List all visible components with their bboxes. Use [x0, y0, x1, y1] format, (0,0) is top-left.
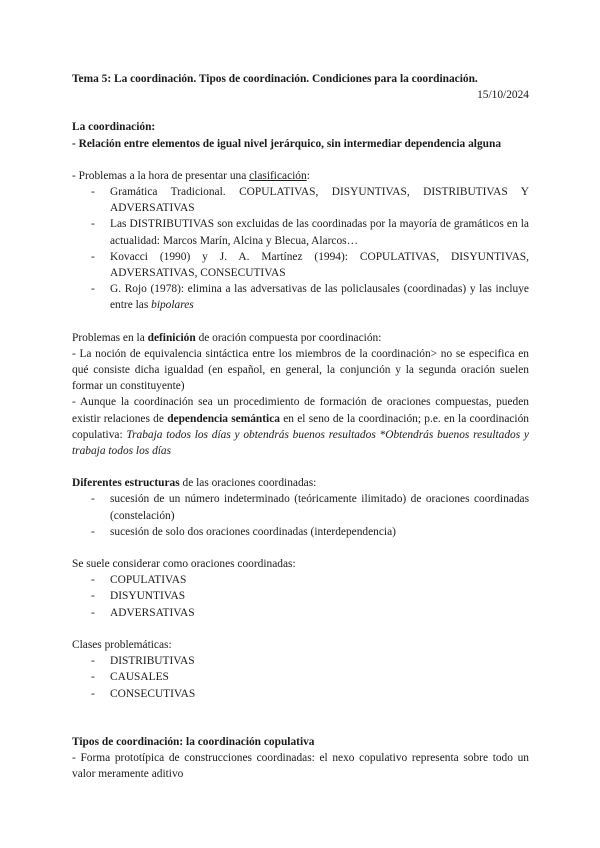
paragraph-bold-term: dependencia semántica [167, 412, 280, 425]
list-item: - sucesión de solo dos oraciones coordinadas (interdependencia) [72, 524, 529, 540]
list-item: - CAUSALES [72, 669, 529, 685]
document-page [72, 71, 529, 782]
intro-underlined-term: clasificación [249, 169, 307, 182]
classification-list [72, 184, 529, 314]
list-item: - DISYUNTIVAS [72, 588, 529, 604]
copulative-paragraph: - Forma prototípica de construcciones coordinadas: el nexo copulativo representa sobre todo un valor meramente aditivo [72, 751, 529, 781]
list-item [72, 281, 529, 313]
paragraph-text: - Aunque la coordinación sea un procedimiento de formación de oraciones compuestas, pueden existir relaciones de [72, 396, 529, 425]
list-item-text: G. Rojo (1978): elimina a las adversativas de las policlausales (coordinadas) y las incluye entre las [110, 283, 529, 312]
definition-problems-intro [72, 330, 529, 346]
definition-problem-paragraph-1: - La noción de equivalencia sintáctica entre los miembros de la coordinación> no se especifica en qué consiste dicha igualdad (en español, en general, la conjunción y la segunda oración suelen formar un constituyente) [72, 347, 529, 393]
intro-text: - Problemas a la hora de presentar una [72, 169, 250, 182]
intro-bold-term: definición [147, 331, 196, 344]
document-date: 15/10/2024 [477, 89, 529, 102]
problematic-intro: Clases problemáticas: [72, 638, 172, 651]
intro-text: Problemas en la [72, 331, 148, 344]
problematic-list [72, 653, 529, 702]
section-heading-copulative: Tipos de coordinación: la coordinación copulativa [72, 735, 315, 748]
list-item: - Kovacci (1990) y J. A. Martínez (1994): COPULATIVAS, DISYUNTIVAS, ADVERSATIVAS, CONSECUTIVAS [72, 249, 529, 281]
intro-bold-term: Diferentes estructuras [72, 477, 180, 490]
list-item: - DISTRIBUTIVAS [72, 653, 529, 669]
list-item: - CONSECUTIVAS [72, 686, 529, 702]
intro-suffix: de oración compuesta por coordinación: [195, 331, 382, 344]
list-item: - COPULATIVAS [72, 572, 529, 588]
considered-list [72, 572, 529, 621]
definition-problem-paragraph-2 [72, 394, 529, 459]
intro-suffix: de las oraciones coordinadas: [179, 477, 317, 490]
paragraph-text: en el seno de la coordinación; p.e. en la coordinación copulativa: [72, 412, 529, 441]
list-item: - Las DISTRIBUTIVAS son excluidas de las coordinadas por la mayoría de gramáticos en la actualidad: Marcos Marín, Alcina y Blecua, Alarcos… [72, 216, 529, 248]
section-heading-coordination: La coordinación: [72, 121, 156, 134]
list-item: - sucesión de un número indeterminado (teóricamente ilimitado) de oraciones coordinadas (constelación) [72, 491, 529, 523]
considered-intro: Se suele considerar como oraciones coordinadas: [72, 558, 296, 571]
list-item: - ADVERSATIVAS [72, 605, 529, 621]
list-item-italic-term: bipolares [151, 299, 194, 312]
document-title: Tema 5: La coordinación. Tipos de coordinación. Condiciones para la coordinación. [72, 73, 478, 85]
example-sentences: Trabaja todos los días y obtendrás buenos resultados *Obtendrás buenos resultados y trabaja todos los días [72, 428, 529, 458]
structures-intro [72, 475, 529, 491]
structures-list [72, 491, 529, 540]
intro-suffix: : [306, 169, 310, 182]
list-item: - Gramática Tradicional. COPULATIVAS, DISYUNTIVAS, DISTRIBUTIVAS Y ADVERSATIVAS [72, 184, 529, 216]
coordination-definition: - Relación entre elementos de igual nivel jerárquico, sin intermediar dependencia alguna [72, 137, 502, 150]
classification-problems-intro [72, 168, 529, 184]
